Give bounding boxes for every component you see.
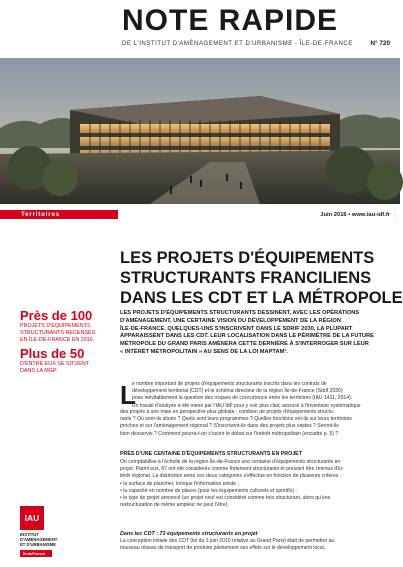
bullet-item: • la surface de plancher, lorsque l'information existe ; xyxy=(120,480,239,487)
bullet-item: • le type de projet annoncé (un projet neuf est considéré comme très structurant, alors qu'une xyxy=(120,495,331,502)
stat-caption-line: DANS LA MGP. xyxy=(20,368,58,374)
body-paragraph-intro-continued xyxy=(120,409,392,438)
bullet-item-continued: restructuration de même ampleur ne peut l'être). xyxy=(120,502,229,509)
stat-block-mgp xyxy=(20,346,112,375)
section-subheading: PRÈS D'UNE CENTAINE D'ÉQUIPEMENTS STRUCTURANTS EN PROJET xyxy=(120,451,302,457)
publication-title: NOTE RAPIDE xyxy=(122,4,339,37)
iau-logo xyxy=(20,506,80,557)
lead-line: MÉTROPOLE DU GRAND PARIS AMÈNERA CETTE DERNIÈRE À S'INTERROGER SUR LEUR xyxy=(120,341,369,348)
stat-caption xyxy=(20,361,112,375)
headline-line: DANS LES CDT ET LA MÉTROPOLE xyxy=(120,289,403,307)
issue-number: N° 720 xyxy=(370,40,390,47)
section-label: Territoires xyxy=(21,210,60,218)
body-line: On comptabilise à l'échelle de la région Île-de-France une centaine d'équipements structurants en xyxy=(120,459,341,465)
stat-caption-line: PROJETS D'ÉQUIPEMENTS xyxy=(20,323,91,329)
photo-credit: © IAU îdF xyxy=(393,206,397,223)
body-line: des projets à une mise en perspective plus globale : combien de projets d'équipements structu- xyxy=(120,409,335,415)
body-line: rants ? Où sont-ils situés ? Quels sont leurs programmes ? Quelles fonctions ont-ils sur leurs territoires xyxy=(120,416,352,423)
masthead xyxy=(0,0,400,60)
headline-line: STRUCTURANTS FRANCILIENS xyxy=(120,269,372,287)
body-line: térêt régional. La distinction entre ces deux catégories s'effectue en fonction de plusieurs critères : xyxy=(120,473,342,480)
body-line: projet. Parmi eux, 67 ont été considérés comme fortement structurants et pouvant être retenus d'in- xyxy=(120,466,344,473)
stat-caption-line: EN ÎLE-DE-FRANCE EN 2016. xyxy=(20,337,95,343)
lead-line: LES PROJETS D'ÉQUIPEMENTS STRUCTURANTS DESSINENT, AVEC LES OPÉRATIONS xyxy=(120,310,360,316)
stat-caption xyxy=(20,323,112,344)
italic-subheading: Dans les CDT : 73 équipements structurants en projet xyxy=(120,531,258,537)
stat-caption-line: D'ENTRE EUX SE SITUENT xyxy=(20,361,90,367)
section-band xyxy=(0,210,118,219)
iau-logo-mark: IAU xyxy=(20,506,44,530)
bullet-item: • la capacité en nombre de places (pour les équipements culturels et sportifs) ; xyxy=(120,487,297,494)
building-rendering xyxy=(0,58,400,204)
body-paragraph-cdt xyxy=(120,538,392,552)
body-line: e nombre important de projets d'équipements structurants inscrits dans les contrats de xyxy=(132,381,327,387)
logo-text-line: INSTITUT xyxy=(20,532,39,537)
body-line: pose inévitablement la question des risques de concurrence entre les territoires (IAU 1411, 2014). xyxy=(132,395,353,402)
body-line: nouveau réseau de transport de produire pleinement ses effets sur le développement local, xyxy=(120,545,326,552)
body-line: développement territorial (CDT) et le schéma directeur de la région Île-de-France (Sdrif 2030) xyxy=(132,388,343,395)
publication-subtitle: DE L'INSTITUT D'AMÉNAGEMENT ET D'URBANISME - ÎLE-DE-FRANCE xyxy=(122,40,353,47)
logo-text-line: D'AMÉNAGEMENT xyxy=(20,537,58,542)
section-bar xyxy=(0,210,400,220)
body-paragraph-inventory xyxy=(120,459,392,509)
lead-line: APPARAISSENT DANS LES CDT. LEUR LOCALISATION DANS LE PÉRIMÈTRE DE LA FUTURE xyxy=(120,333,374,340)
headline-line: LES PROJETS D'ÉQUIPEMENTS xyxy=(120,249,375,267)
date-and-website: Juin 2016 • www.iau-idf.fr xyxy=(320,212,390,218)
lead-line: « INTÉRÊT MÉTROPOLITAIN » AU SENS DE LA LOI MAPTAM¹. xyxy=(120,348,288,355)
stat-caption-line: STRUCTURANTS RECENSÉS xyxy=(20,330,96,336)
stat-figure: Près de 100 xyxy=(20,308,93,323)
iau-logo-text xyxy=(20,532,80,547)
body-line: Un travail d'analyse a été mené par l'IAU îdF pour y voir plus clair, associé à l'inventaire systématique xyxy=(132,402,361,409)
logo-text-line: ET D'URBANISME xyxy=(20,542,56,547)
drop-cap: L xyxy=(120,380,136,410)
lead-line: ÎLE-DE-FRANCE. QUELQUES-UNS S'INSCRIVENT DANS LE SDRIF 2030, LA PLUPART xyxy=(120,325,353,332)
article-lead xyxy=(120,310,390,357)
body-line: La conception initiale des CDT (loi du 3 juin 2010 relative au Grand Paris) était de permettre au xyxy=(120,538,335,544)
stat-figure: Plus de 50 xyxy=(20,346,85,361)
article-headline xyxy=(120,248,403,308)
body-line: bien desservis ? Comment pourra-t-on s'ouvrir le débat sur l'intérêt métropolitain (encadré p. 5) ? xyxy=(120,430,339,437)
body-paragraph-intro xyxy=(132,381,392,410)
region-logo: ÎledeFrance xyxy=(20,550,52,557)
body-line: proches et sur l'aménagement régional ? S'inscrivent-ils dans des projets plus vastes ? Seront-ils xyxy=(120,423,339,430)
lead-line: D'AMÉNAGEMENT, UNE CERTAINE VISION DU DÉVELOPPEMENT DE LA RÉGION xyxy=(120,317,341,324)
stat-block-projects xyxy=(20,308,112,344)
